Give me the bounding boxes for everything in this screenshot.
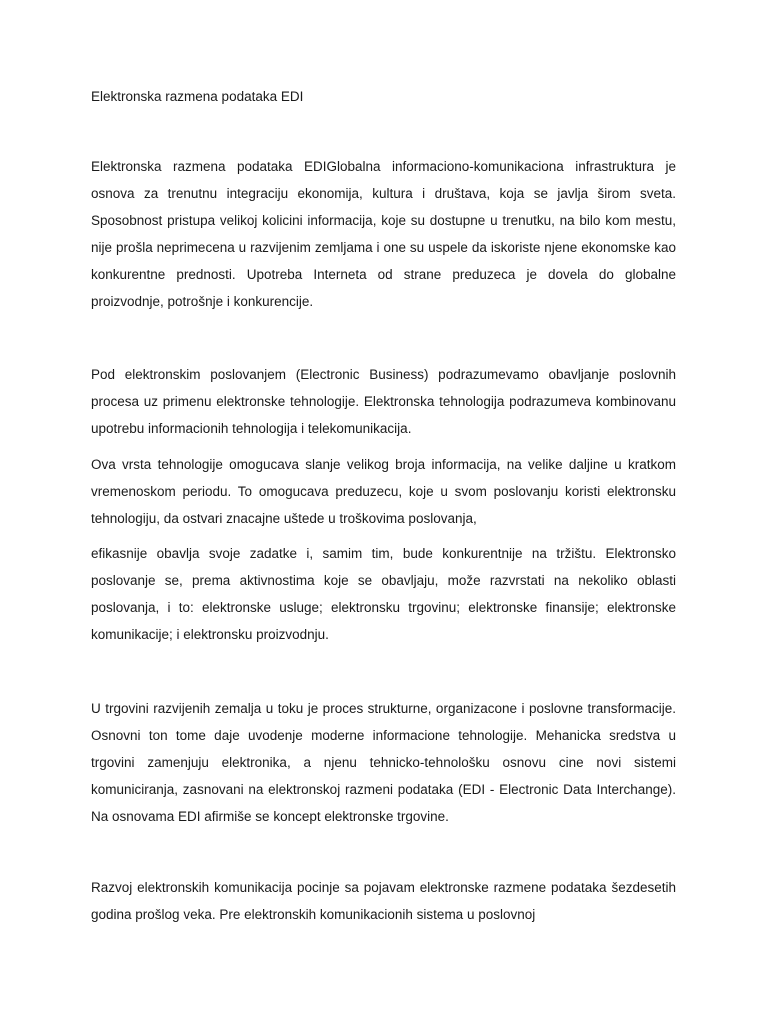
paragraph-1: Elektronska razmena podataka EDIGlobalna informaciono-komunikaciona infrastruktura je osnova za trenutnu integraciju ekonomija, kultura i društava, koja se javlja širom sveta. Sposobnost pristupa velikoj kolicini informacija, koje su dostupne u trenutku, na bilo kom mestu, nije prošla neprimecena u razvijenim zemljama i one su uspele da iskoriste njene ekonomske kao konkurentne prednosti. Upotreba Interneta od strane preduzeca je dovela do globalne proizvodnje, potrošnje i konkurencije. xyxy=(91,159,676,309)
paragraph-2: Pod elektronskim poslovanjem (Electronic Business) podrazumevamo obavljanje poslovnih procesa uz primenu elektronske tehnologije. Elektronska tehnologija podrazumeva kombinovanu upotrebu informacionih tehnologija i telekomunikacija. xyxy=(91,367,676,436)
paragraph-6: Razvoj elektronskih komunikacija pocinje sa pojavam elektronske razmene podataka šezdesetih godina prošlog veka. Pre elektronskih komunikacionih sistema u poslovnoj xyxy=(91,880,676,922)
paragraph-5: U trgovini razvijenih zemalja u toku je proces strukturne, organizacone i poslovne transformacije. Osnovni ton tome daje uvodenje moderne informacione tehnologije. Mehanicka sredstva u trgovini zamenjuju elektronika, a njenu tehnicko-tehnološku osnovu cine novi sistemi komuniciranja, zasnovani na elektronskoj razmeni podataka (EDI - Electronic Data Interchange). Na osnovama EDI afirmiše se koncept elektronske trgovine. xyxy=(91,701,676,824)
paragraph-4: efikasnije obavlja svoje zadatke i, samim tim, bude konkurentnije na tržištu. Elektronsko poslovanje se, prema aktivnostima koje se obavljaju, može razvrstati na nekoliko oblasti poslovanja, i to: elektronske usluge; elektronsku trgovinu; elektronske finansije; elektronske komunikacije; i elektronsku proizvodnju. xyxy=(91,546,676,642)
paragraph-3: Ova vrsta tehnologije omogucava slanje velikog broja informacija, na velike daljine u kratkom vremenoskom periodu. To omogucava preduzecu, koje u svom poslovanju koristi elektronsku tehnologiju, da ostvari znacajne uštede u troškovima poslovanja, xyxy=(91,457,676,526)
document-title: Elektronska razmena podataka EDI xyxy=(91,89,304,104)
